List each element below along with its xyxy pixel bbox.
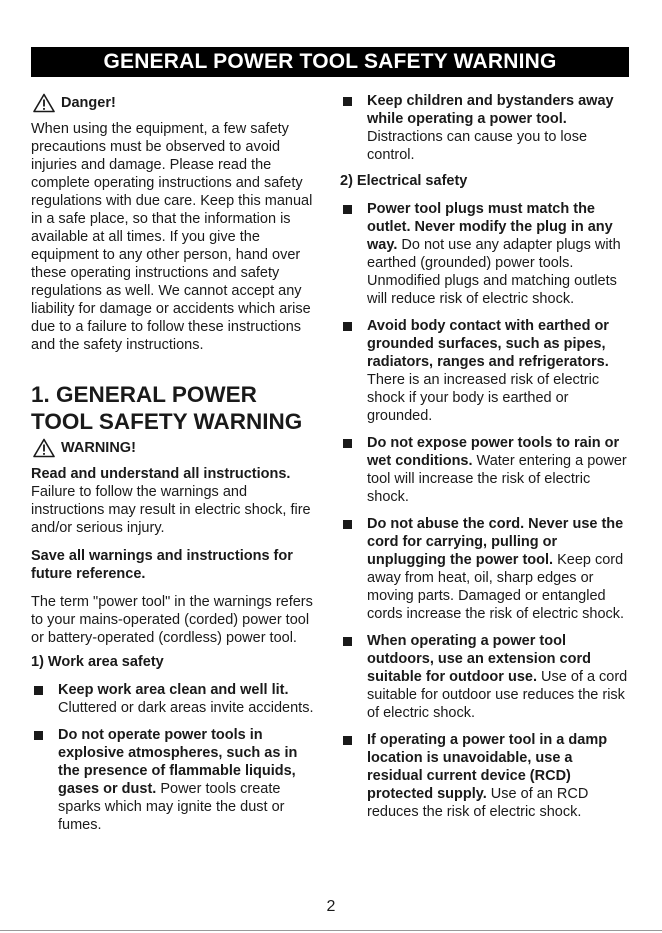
bullet-text: Keep cord away from heat, oil, sharp edges or moving parts. Damaged or entangled cords increase the risk of electric shock. <box>367 552 625 622</box>
bullet-bold: Avoid body contact with earthed or grounded surfaces, such as pipes, radiators, ranges and refrigerators. <box>367 318 609 370</box>
bullet-bold: Keep children and bystanders away while operating a power tool. <box>367 93 614 127</box>
list-item <box>340 317 632 425</box>
bullet-text: There is an increased risk of electric shock if your body is earthed or grounded. <box>367 372 600 424</box>
square-bullet-icon <box>343 322 352 331</box>
list-item <box>31 726 323 834</box>
right-column <box>340 92 632 821</box>
square-bullet-icon <box>343 439 352 448</box>
left-column <box>31 92 323 834</box>
warning-heading <box>31 437 323 459</box>
square-bullet-icon <box>343 736 352 745</box>
square-bullet-icon <box>343 637 352 646</box>
list-item <box>340 731 632 821</box>
warning-triangle-icon <box>33 93 55 113</box>
bullet-bold: Do not expose power tools to rain or wet conditions. <box>367 435 620 469</box>
bullet-bold: When operating a power tool outdoors, use an extension cord suitable for outdoor use. <box>367 633 591 685</box>
read-instructions-bold: Read and understand all instructions. <box>31 466 291 482</box>
warning-triangle-icon <box>33 438 55 458</box>
list-item <box>340 515 632 623</box>
bottom-divider <box>0 930 662 931</box>
bullet-bold: Keep work area clean and well lit. <box>58 682 289 698</box>
bullet-bold: Power tool plugs must match the outlet. Never modify the plug in any way. <box>367 201 613 253</box>
bullet-text: Water entering a power tool will increase the risk of electric shock. <box>367 453 627 505</box>
square-bullet-icon <box>34 731 43 740</box>
square-bullet-icon <box>343 205 352 214</box>
work-area-heading: 1) Work area safety <box>31 654 164 670</box>
read-instructions-text: Failure to follow the warnings and instructions may result in electric shock, fire and/or serious injury. <box>31 484 311 536</box>
list-item <box>340 434 632 506</box>
bullet-text: Do not use any adapter plugs with earthed (grounded) power tools. Unmodified plugs and matching outlets will reduce risk of electric shock. <box>367 237 621 307</box>
bullet-text: Use of an RCD reduces the risk of electric shock. <box>367 786 589 820</box>
danger-text: When using the equipment, a few safety precautions must be observed to avoid injuries and damage. Please read the complete operating instructions and safety regulations with due care. Keep this manual in a safe place, so that the information is available at all times. If you give the equipment to any other person, hand over these operating instructions and safety regulations as well. We cannot accept any liability for damage or accidents which arise due to a failure to follow these instructions and the safety instructions. <box>31 121 313 353</box>
square-bullet-icon <box>343 520 352 529</box>
warning-title: WARNING! <box>61 440 136 456</box>
page-number: 2 <box>326 898 336 915</box>
electrical-safety-heading: 2) Electrical safety <box>340 173 468 189</box>
bullet-text: Distractions can cause you to lose control. <box>367 129 588 163</box>
save-warnings-bold: Save all warnings and instructions for future reference. <box>31 548 293 582</box>
list-item <box>31 681 323 717</box>
section-heading: 1. GENERAL POWER TOOL SAFETY WARNING <box>31 382 303 434</box>
bullet-bold: Do not operate power tools in explosive atmospheres, such as in the presence of flammable liquids, gases or dust. <box>58 727 298 797</box>
bullet-bold: If operating a power tool in a damp location is unavoidable, use a residual current device (RCD) protected supply. <box>367 732 608 802</box>
bullet-text: Power tools create sparks which may ignite the dust or fumes. <box>58 781 285 833</box>
danger-title: Danger! <box>61 95 116 111</box>
list-item <box>340 632 632 722</box>
term-definition-text: The term "power tool" in the warnings refers to your mains-operated (corded) power tool or battery-operated (cordless) power tool. <box>31 594 313 646</box>
list-item <box>340 92 632 164</box>
bullet-text: Use of a cord suitable for outdoor use reduces the risk of electric shock. <box>367 669 628 721</box>
list-item <box>340 200 632 308</box>
banner-title: GENERAL POWER TOOL SAFETY WARNING <box>31 47 629 77</box>
danger-heading <box>31 92 323 114</box>
square-bullet-icon <box>34 686 43 695</box>
bullet-text: Cluttered or dark areas invite accidents. <box>58 700 314 716</box>
bullet-bold: Do not abuse the cord. Never use the cord for carrying, pulling or unplugging the power tool. <box>367 516 624 568</box>
square-bullet-icon <box>343 97 352 106</box>
